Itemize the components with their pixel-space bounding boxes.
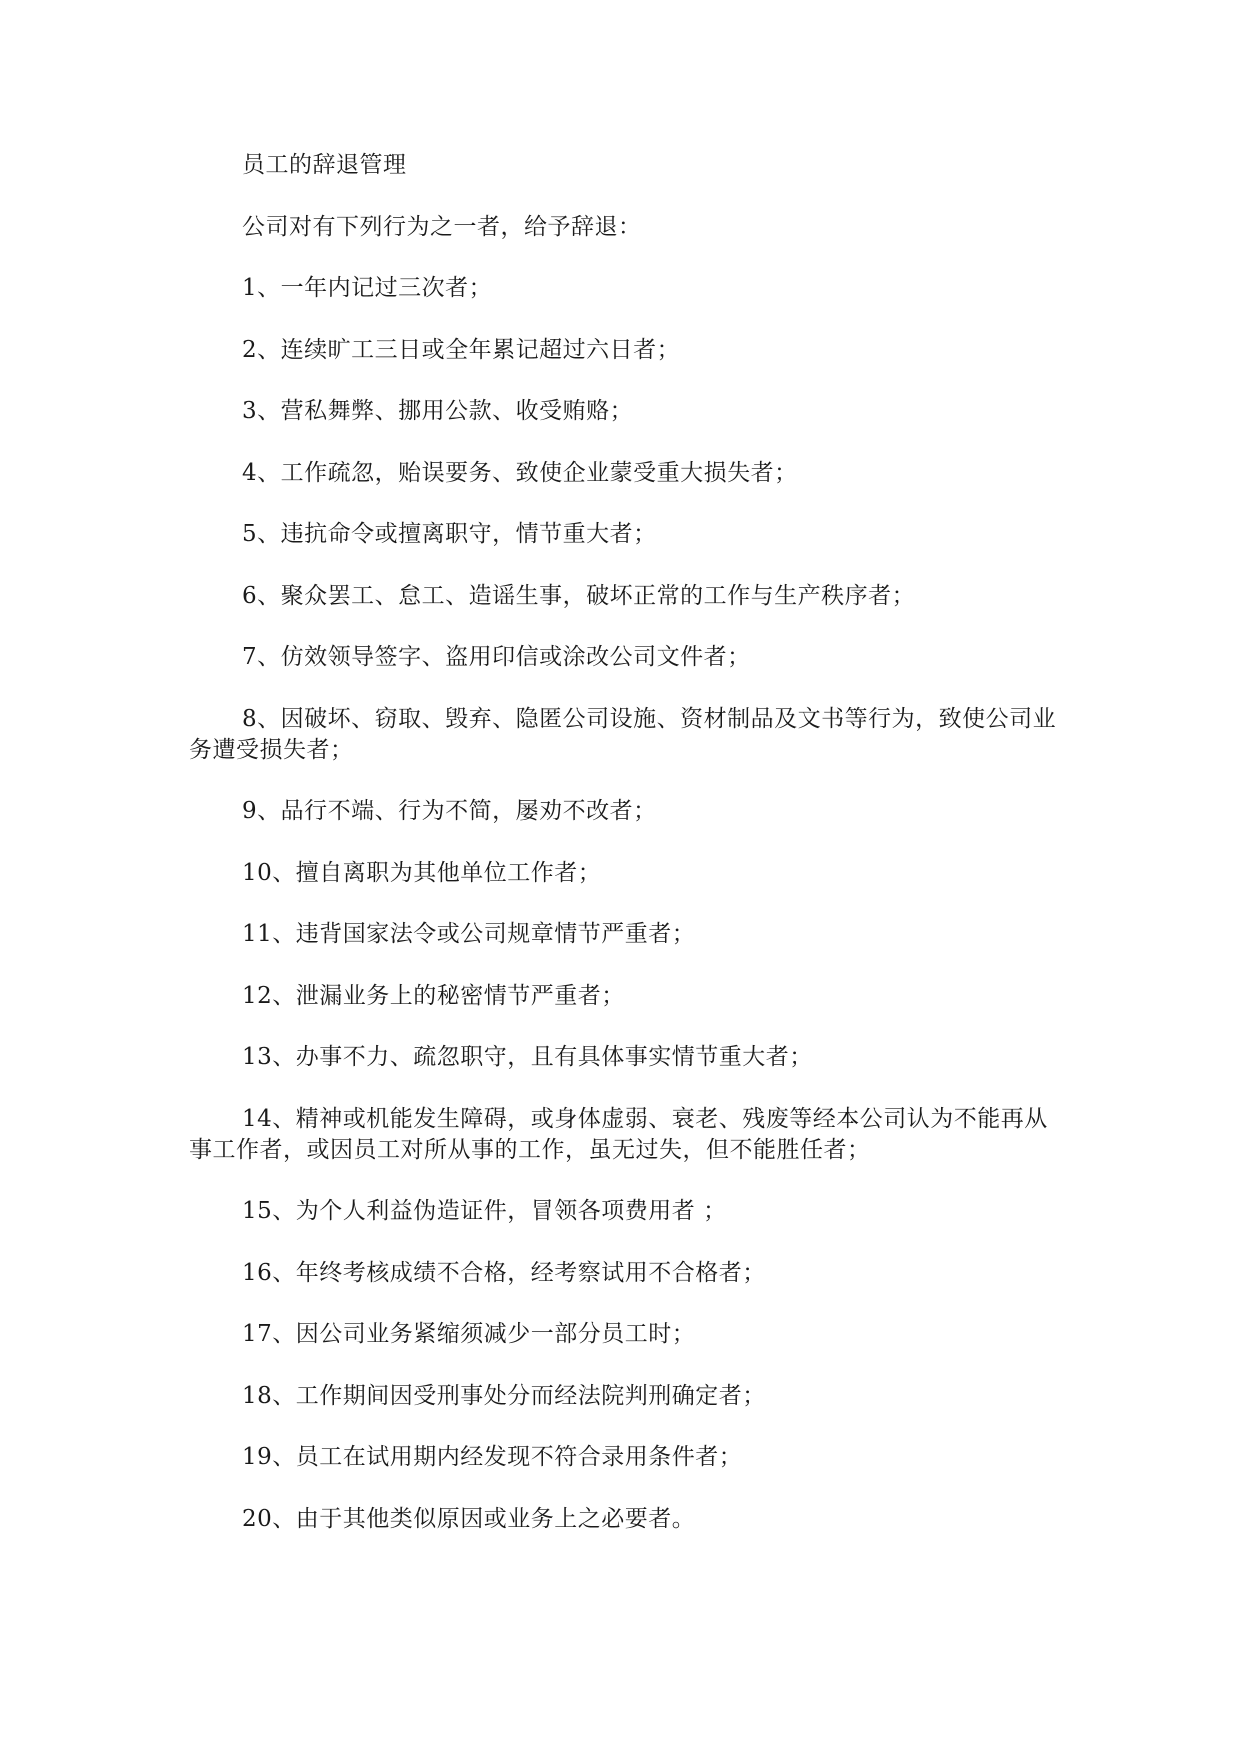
list-item: 13、办事不力、疏忽职守，且有具体事实情节重大者； bbox=[242, 1044, 813, 1070]
list-item: 14、精神或机能发生障碍，或身体虚弱、衰老、残废等经本公司认为不能再从事工作者，或因员工对所从事的工作，虽无过失，但不能胜任者； bbox=[189, 1105, 1048, 1163]
list-item: 11、违背国家法令或公司规章情节严重者； bbox=[242, 921, 696, 947]
list-item: 7、仿效领导签字、盗用印信或涂改公司文件者； bbox=[242, 644, 751, 670]
list-item: 10、擅自离职为其他单位工作者； bbox=[242, 859, 602, 886]
list-item: 4、工作疏忽，贻误要务、致使企业蒙受重大损失者； bbox=[242, 459, 798, 486]
list-item: 1、一年内记过三次者； bbox=[242, 275, 493, 301]
list-item: 15、为个人利益伪造证件，冒领各项费用者 ； bbox=[242, 1198, 727, 1224]
list-item: 18、工作期间因受刑事处分而经法院判刑确定者； bbox=[242, 1382, 766, 1409]
list-item: 12、泄漏业务上的秘密情节严重者； bbox=[242, 982, 625, 1009]
list-item: 8、因破坏、窃取、毁弃、隐匿公司设施、资材制品及文书等行为，致使公司业务遭受损失者； bbox=[189, 705, 1057, 763]
list-item: 17、因公司业务紧缩须减少一部分员工时； bbox=[242, 1321, 696, 1347]
document-intro: 公司对有下列行为之一者，给予辞退： bbox=[242, 213, 642, 240]
list-item: 6、聚众罢工、怠工、造谣生事，破坏正常的工作与生产秩序者； bbox=[242, 582, 916, 609]
list-item: 2、连续旷工三日或全年累记超过六日者； bbox=[242, 336, 681, 363]
list-item: 16、年终考核成绩不合格，经考察试用不合格者； bbox=[242, 1259, 766, 1286]
document-title: 员工的辞退管理 bbox=[242, 152, 407, 178]
list-item: 3、营私舞弊、挪用公款、收受贿赂； bbox=[242, 398, 634, 424]
document-body bbox=[189, 150, 1059, 1565]
list-item: 9、品行不端、行为不简，屡劝不改者； bbox=[242, 798, 657, 824]
list-item: 5、违抗命令或擅离职守，情节重大者； bbox=[242, 521, 657, 547]
list-item: 19、员工在试用期内经发现不符合录用条件者； bbox=[242, 1444, 743, 1470]
list-item: 20、由于其他类似原因或业务上之必要者。 bbox=[242, 1505, 696, 1532]
